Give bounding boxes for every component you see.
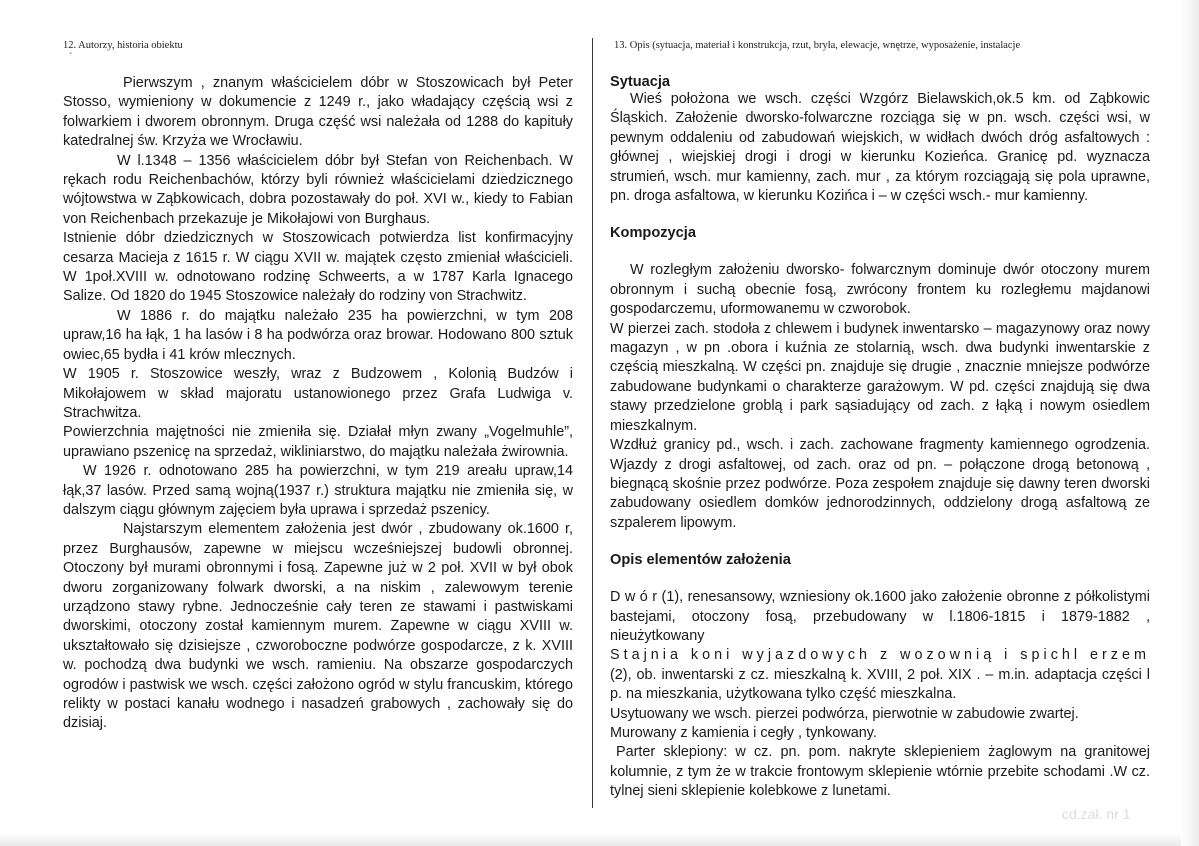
section-heading-composition: Kompozycja xyxy=(610,225,696,242)
composition-paragraph-boundaries: Wzdłuż granicy pd., wsch. i zach. zachowane fragmenty kamiennego ogrodzenia. Wjazdy z drogi asfaltowej, od zach. oraz od pn. – połączone drogą betonową , biegnącą skośnie przez podwórze. Poza zespołem znajduje się dawny teren dworski zabudowany osiedlem domków jednorodzinnych, oddzielony drogą asfaltową ze szpalerem lipowym. xyxy=(610,437,1150,531)
right-section-header: 13. Opis (sytuacja, materiał i konstrukcja, rzut, bryła, elewacje, wnętrze, wyposażenie, instalacje xyxy=(614,40,1021,51)
element-stable-details: (2), ob. inwentarski z cz. mieszkalną k. XVIII, 2 poł. XIX . – m.in. adaptacja części l p. na mieszkania, użytkowana tylko część mieszkalna. xyxy=(610,666,1150,703)
composition-paragraph-buildings: W pierzei zach. stodoła z chlewem i budynek inwentarsko – magazynowy oraz nowy magazyn , w pn .obora i kuźnia ze stolarnią, wsch. dwa budynki inwentarskie z częścią mieszkalną. W części pn. znajduje się drugie , znacznie mniejsze podwórze zabudowane budynkami o charakterze garażowym. W pd. części znajdują się dwa stawy przedzielone groblą i park sąsiadujący od zach. z łąką i nowym osiedlem mieszkalnym. xyxy=(610,320,1150,434)
composition-paragraph-intro: W rozległym założeniu dworsko- folwarcznym dominuje dwór otoczony murem obronnym i suchą obecnie fosą, zwrócony frontem ku rozległemu majdanowi gospodarczemu, uformowanemu w czworobok. xyxy=(610,262,1150,318)
section-heading-elements: Opis elementów założenia xyxy=(610,552,791,569)
history-paragraph-reichenbach: W l.1348 – 1356 właścicielem dóbr był Stefan von Reichenbach. W rękach rodu Reichenbachów, którzy byli również właścicielami dziedzicznego wójtowstwa w Ząbkowicach, dobra pozostawały do poł. XVI w., kiedy to Fabian von Reichenbach przekazuje je Mikołajowi von Burghaus. xyxy=(63,152,573,227)
column-divider xyxy=(592,38,593,808)
history-paragraph-1905: W 1905 r. Stoszowice weszły, wraz z Budzowem , Kolonią Budzów i Mikołajowem w skład majoratu ustanowionego przez Grafa Ludwiga v. Strachwitza. xyxy=(63,366,573,421)
section-heading-situation: Sytuacja xyxy=(610,74,671,90)
element-stable-location: Usytuowany we wsch. pierzei podwórza, pierwotnie w zabudowie zwartej. xyxy=(610,705,1079,722)
history-paragraph-mill: Powierzchnia majętności nie zmieniła się. Działał młyn zwany „Vogelmuhle”, uprawiano pszenicę na sprzedaż, wikliniarstwo, do majątku należała żwirownia. xyxy=(63,424,573,460)
history-paragraph-manor: Najstarszym elementem założenia jest dwór , zbudowany ok.1600 r, przez Burghausów, zapewne w miejscu wcześniejszej budowli obronnej. Otoczony był murami obronnymi i fosą. Zapewne już w 2 poł. XVII w był obok dworu zorganizowany folwark dworski, a na niskim , zalewowym terenie urządzono stawy rybne. Jednocześnie cały teren ze stawami i pastwiskami dworskimi, otoczony został kamiennym murem. Zapewne w ciągu XVIII w. ukształtowało się dzisiejsze , czworoboczne podwórze gospodarcze, z k. XVIII w. pochodzą dwa budynki we wsch. ramieniu. Na obszarze gospodarczych ogrodów i pastwisk we wsch. części założono ogród w stylu francuskim, którego relikty w postaci kanału wodnego i nasadzeń grabowych , zachowały się do dzisiaj. xyxy=(63,521,573,732)
left-section-header: 12. Autorzy, historia obiektu xyxy=(63,40,183,51)
scan-edge-bottom xyxy=(0,834,1199,846)
history-paragraph-confirmation: Istnienie dóbr dziedzicznych w Stoszowicach potwierdza list konfirmacyjny cesarza Macieja z 1615 r. W ciągu XVII w. majątek często zmieniał właścicieli. W 1poł.XVIII w. odnotowano rodzinę Schweerts, a w 1787 Karla Ignacego Salize. Od 1820 do 1945 Stoszowice należały do rodziny von Strachwitz. xyxy=(63,230,573,305)
situation-paragraph: Wieś położona we wsch. części Wzgórz Bielawskich,ok.5 km. od Ząbkowic Śląskich. Założenie dworsko-folwarczne rozciąga się w pn. wsch. części wsi, w pewnym oddaleniu od zabudowań wiejskich, w widłach dwóch dróg asfaltowych : głównej , wiejskiej drogi i drogi w kierunku Kozieńca. Granicę pd. wyznacza strumień, wsch. mur kamienny, zach. mur , za którym rozciągają się pola uprawne, pn. droga asfaltowa, w kierunku Kozińca i – w części wsch.- mur kamienny. xyxy=(610,91,1150,205)
history-paragraph-1926: W 1926 r. odnotowano 285 ha powierzchni, w tym 219 areału upraw,14 łąk,37 lasów. Przed samą wojną(1937 r.) struktura majątku nie zmieniła się, w dalszym ciągu głównym zajęciem była uprawa i sprzedaż pszenicy. xyxy=(63,463,573,518)
scan-edge-right xyxy=(1181,0,1199,846)
element-manor-paragraph: D w ó r (1), renesansowy, wzniesiony ok.1600 jako założenie obronne z półkolistymi bastejami, otoczony fosą, przebudowany w l.1806-1815 i 1879-1882 , nieużytkowany xyxy=(610,589,1150,644)
element-stable-material: Murowany z kamienia i cegły , tynkowany. xyxy=(610,724,877,741)
history-paragraph-owners: Pierwszym , znanym właścicielem dóbr w Stoszowicach był Peter Stosso, wymieniony w dokumencie z 1249 r., jako władający częścią wsi z folwarkiem i dworem obronnym. Druga część wsi należała od 1288 do kapituły katedralnej św. Krzyża we Wrocławiu. xyxy=(63,75,573,150)
attachment-stamp: cd.zał. nr 1 xyxy=(1062,806,1131,822)
element-stable-name: Stajnia koni wyjazdowych z wozownią i spichl erzem xyxy=(610,647,1150,664)
description-column xyxy=(610,74,1150,802)
history-column xyxy=(63,74,573,734)
element-stable-vaults: Parter sklepiony: w cz. pn. pom. nakryte sklepieniem żaglowym na granitowej kolumnie, z tym że w trakcie frontowym sklepienie wtórnie przebite schodami .W cz. tylnej sieni sklepienie kolebkowe z lunetami. xyxy=(610,744,1150,800)
element-stable-paragraph xyxy=(610,646,1150,704)
stray-mark: ` xyxy=(69,52,73,63)
history-paragraph-1886: W 1886 r. do majątku należało 235 ha powierzchni, w tym 208 upraw,16 ha łąk, 1 ha lasów i 8 ha podwórza oraz browar. Hodowano 800 sztuk owiec,65 bydła i 41 krów mlecznych. xyxy=(63,307,573,363)
